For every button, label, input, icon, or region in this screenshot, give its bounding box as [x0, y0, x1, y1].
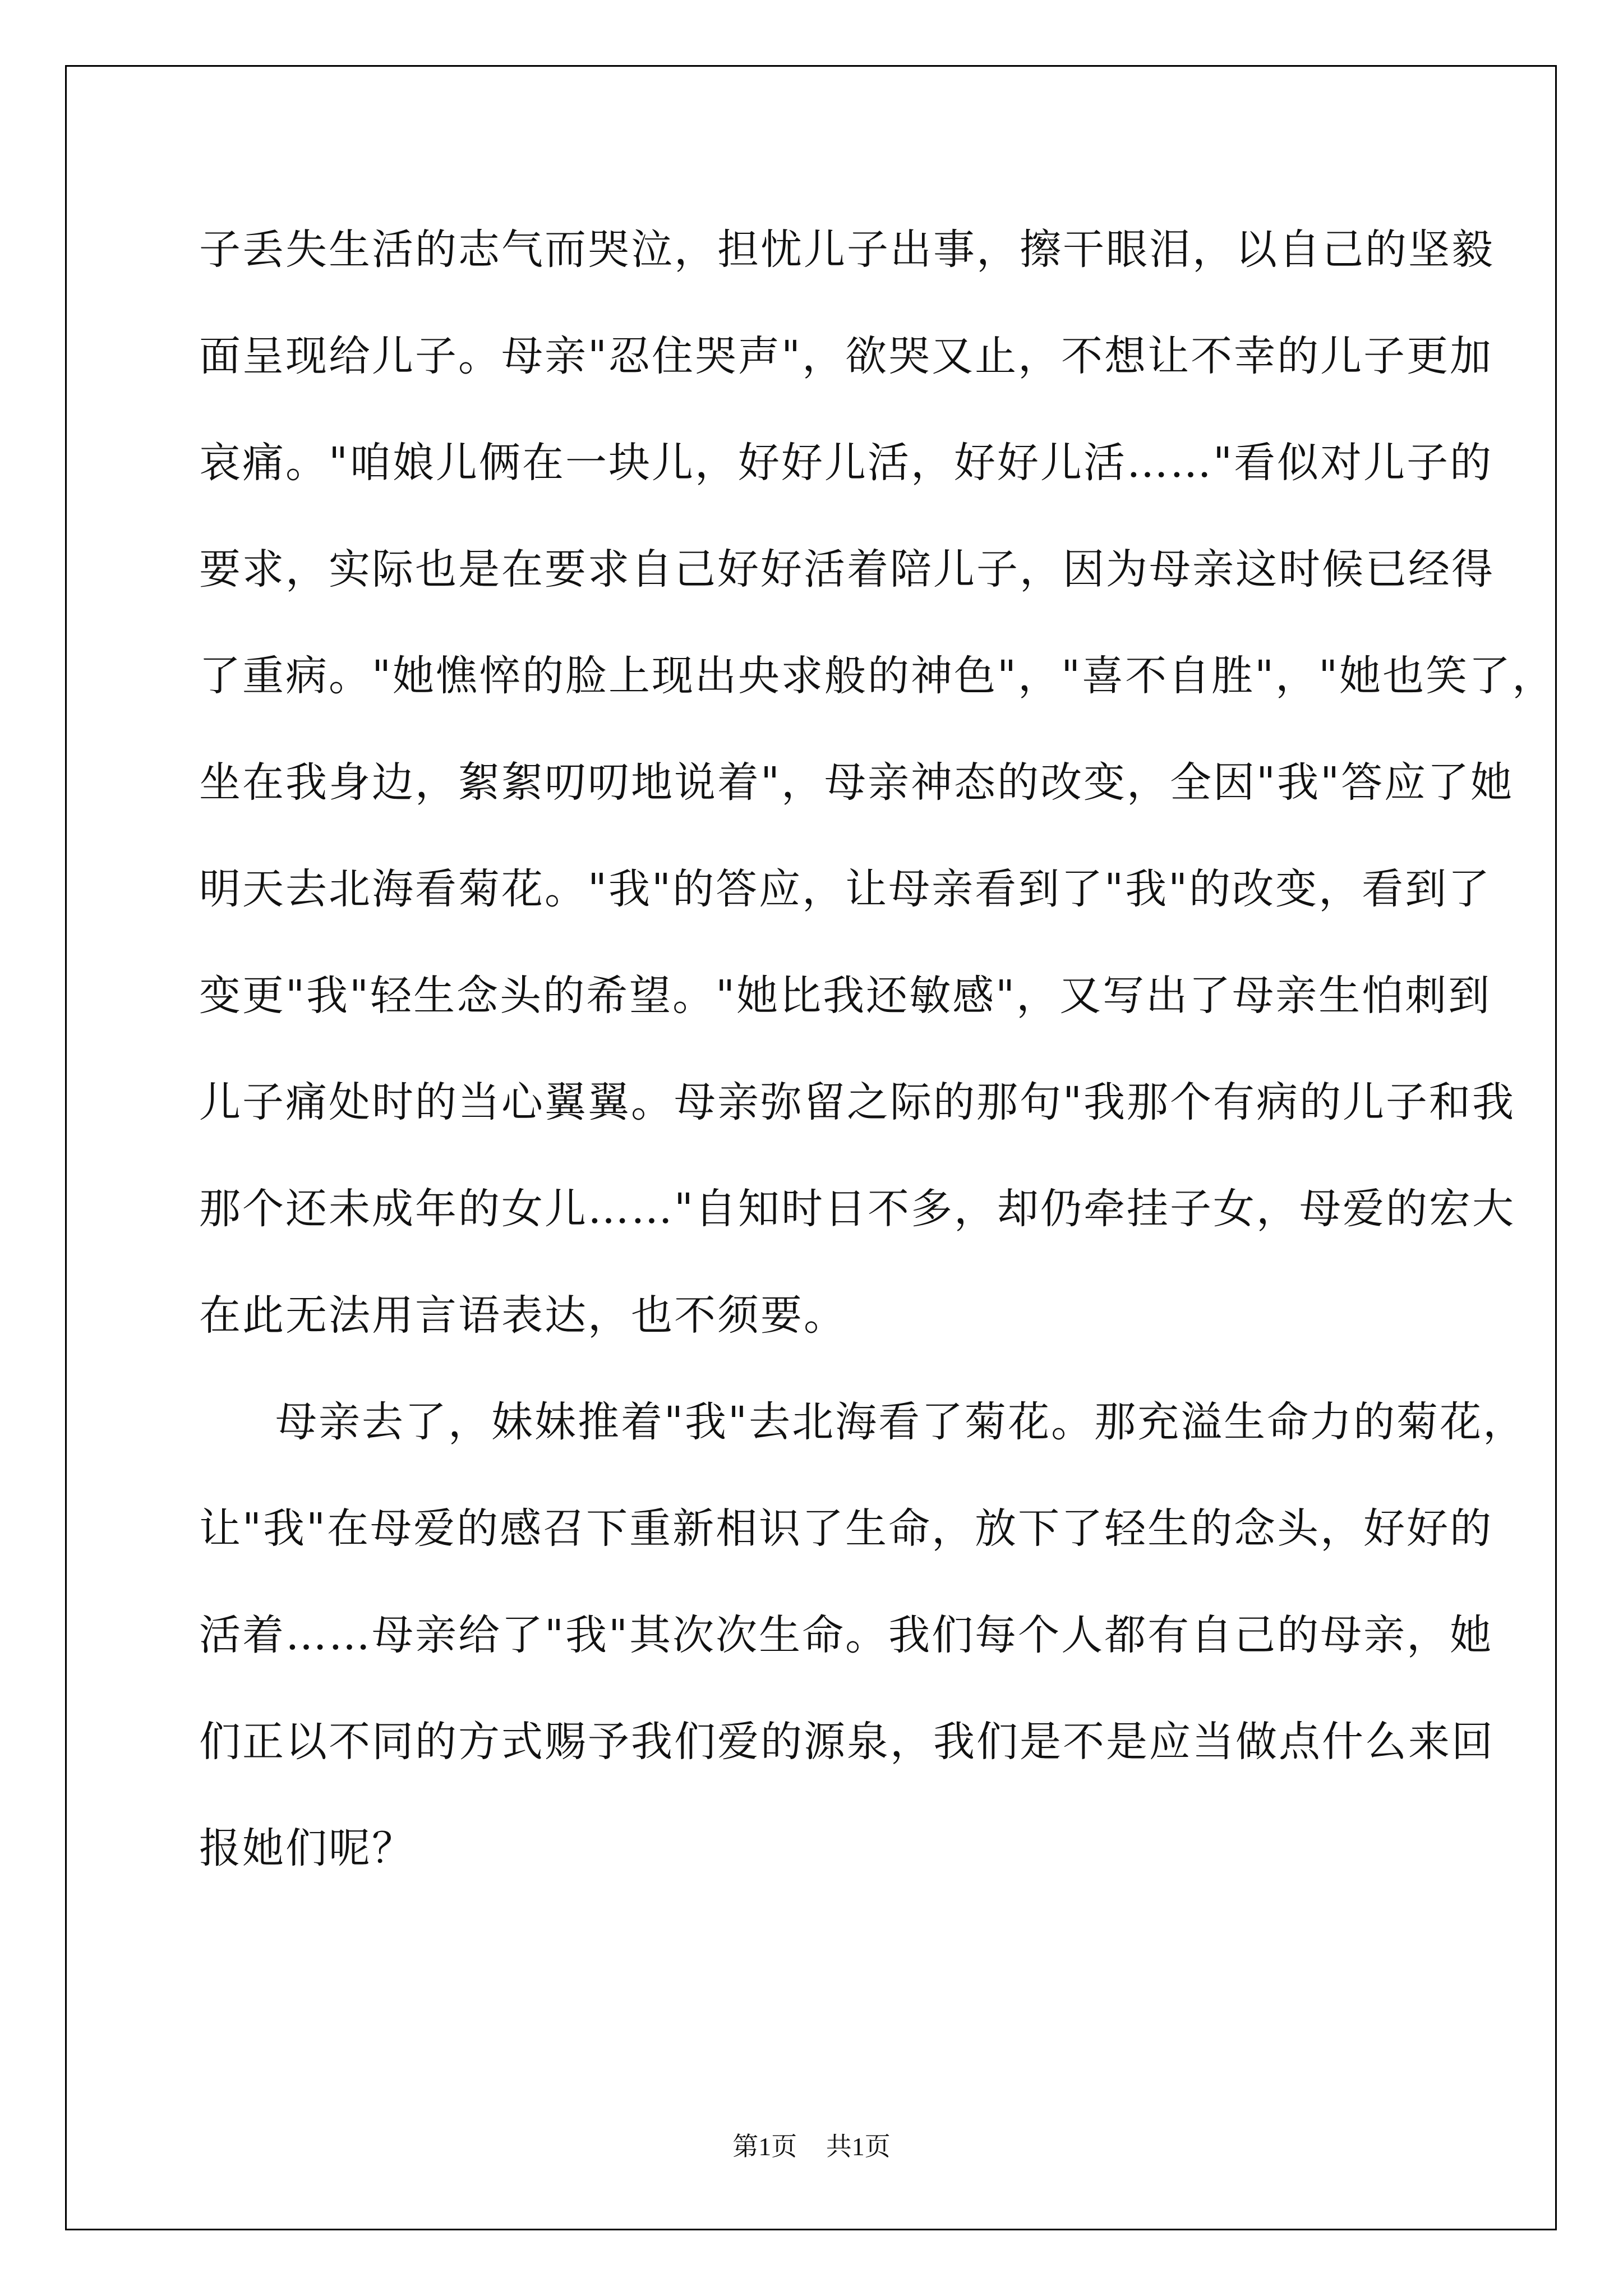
- text-line: 那个还未成年的女儿……"自知时日不多，却仍牵挂子女，母爱的宏大: [199, 1185, 1516, 1233]
- text-line: 在此无法用言语表达，也不须要。: [199, 1291, 847, 1340]
- text-line: 面呈现给儿子。母亲"忍住哭声"，欲哭又止，不想让不幸的儿子更加: [199, 332, 1493, 380]
- page-total: 共1页: [826, 2132, 891, 2161]
- paragraph-first-line: 母亲去了，妹妹推着"我"去北海看了菊花。那充溢生命力的菊花，: [275, 1398, 1527, 1446]
- text-line: 活着……母亲给了"我"其次次生命。我们每个人都有自己的母亲，她: [199, 1611, 1493, 1659]
- text-line: 让"我"在母爱的感召下重新相识了生命，放下了轻生的念头，好好的: [199, 1504, 1493, 1553]
- page-footer: [0, 2126, 1623, 2163]
- text-line: 儿子痛处时的当心翼翼。母亲弥留之际的那句"我那个有病的儿子和我: [199, 1078, 1516, 1126]
- text-line: 坐在我身边，絮絮叨叨地说着"，母亲神态的改变，全因"我"答应了她: [199, 758, 1514, 807]
- text-line: 要求，实际也是在要求自己好好活着陪儿子，因为母亲这时候已经得: [199, 545, 1495, 593]
- page-number: 第1页: [732, 2132, 797, 2161]
- text-line: 子丢失生活的志气而哭泣，担忧儿子出事，擦干眼泪，以自己的坚毅: [199, 226, 1495, 274]
- text-line: 变更"我"轻生念头的希望。"她比我还敏感"，又写出了母亲生怕刺到: [199, 972, 1492, 1020]
- text-line: 哀痛。"咱娘儿俩在一块儿，好好儿活，好好儿活……"看似对儿子的: [199, 439, 1493, 487]
- text-line: 报她们呢？: [199, 1824, 415, 1872]
- text-line: 们正以不同的方式赐予我们爱的源泉，我们是不是应当做点什么来回: [199, 1718, 1495, 1766]
- text-line: 明天去北海看菊花。"我"的答应，让母亲看到了"我"的改变，看到了: [199, 865, 1492, 913]
- document-body: [199, 216, 1556, 1921]
- text-line: 了重病。"她憔悴的脸上现出央求般的神色"，"喜不自胜"，"她也笑了，: [199, 652, 1556, 700]
